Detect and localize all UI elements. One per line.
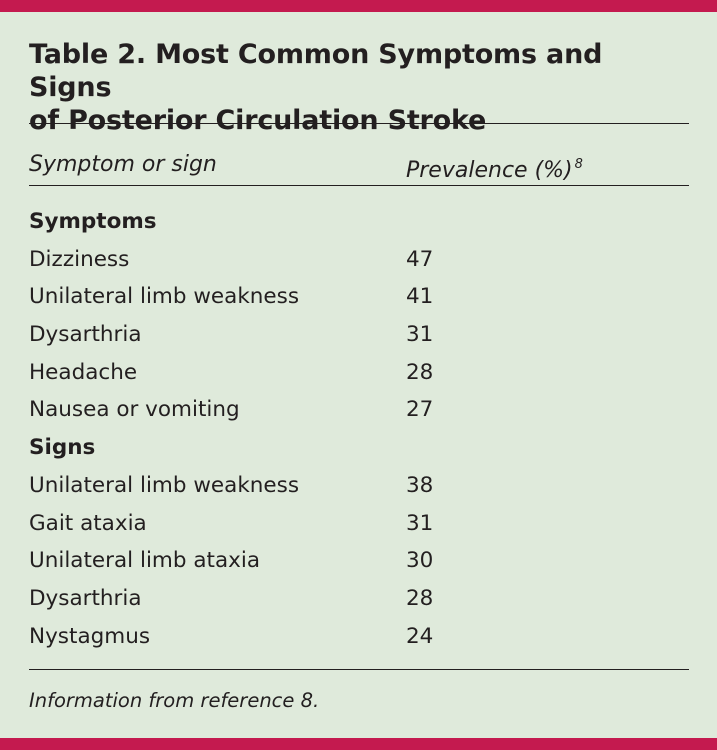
bottom-accent-bar (0, 738, 717, 750)
table-row (29, 542, 689, 580)
header-top-rule (29, 123, 689, 124)
row-label: Unilateral limb weakness (29, 472, 300, 498)
row-value: 24 (406, 623, 434, 649)
table-row (29, 391, 689, 429)
table-row (29, 278, 689, 316)
row-value: 28 (406, 359, 434, 385)
column-header-prevalence-text: Prevalence (%) (406, 158, 573, 183)
section-label: Symptoms (29, 209, 157, 234)
top-accent-bar (0, 0, 717, 12)
row-value: 31 (406, 510, 434, 536)
row-label: Dizziness (29, 246, 130, 272)
header-bottom-rule (29, 185, 689, 186)
row-value: 28 (406, 585, 434, 611)
row-value: 30 (406, 548, 434, 574)
section-heading-signs (29, 429, 689, 467)
column-header-symptom: Symptom or sign (29, 152, 217, 177)
row-label: Dysarthria (29, 322, 142, 348)
row-value: 41 (406, 284, 434, 310)
table-bottom-rule (29, 669, 689, 670)
table-row (29, 505, 689, 543)
section-heading-symptoms (29, 203, 689, 241)
column-header-prevalence (406, 151, 583, 185)
table-title-line-2: of Posterior Circulation Stroke (29, 105, 487, 136)
row-label: Unilateral limb ataxia (29, 548, 260, 574)
row-value: 27 (406, 397, 434, 423)
table-title-line-1: Table 2. Most Common Symptoms and Signs (29, 39, 603, 103)
row-label: Unilateral limb weakness (29, 284, 300, 310)
row-label: Nystagmus (29, 623, 151, 649)
reference-superscript: 8 (574, 157, 583, 172)
table-row (29, 354, 689, 392)
row-value: 47 (406, 246, 434, 272)
section-label: Signs (29, 435, 96, 461)
row-value: 31 (406, 322, 434, 348)
table-row (29, 580, 689, 618)
row-value: 38 (406, 472, 434, 498)
row-label: Nausea or vomiting (29, 397, 240, 423)
table-row (29, 618, 689, 656)
table-row (29, 241, 689, 279)
row-label: Gait ataxia (29, 510, 147, 536)
table-row (29, 316, 689, 354)
row-label: Headache (29, 359, 138, 385)
table-row (29, 467, 689, 505)
row-label: Dysarthria (29, 585, 142, 611)
table-body (29, 203, 689, 655)
source-footnote: Information from reference 8. (29, 689, 320, 712)
